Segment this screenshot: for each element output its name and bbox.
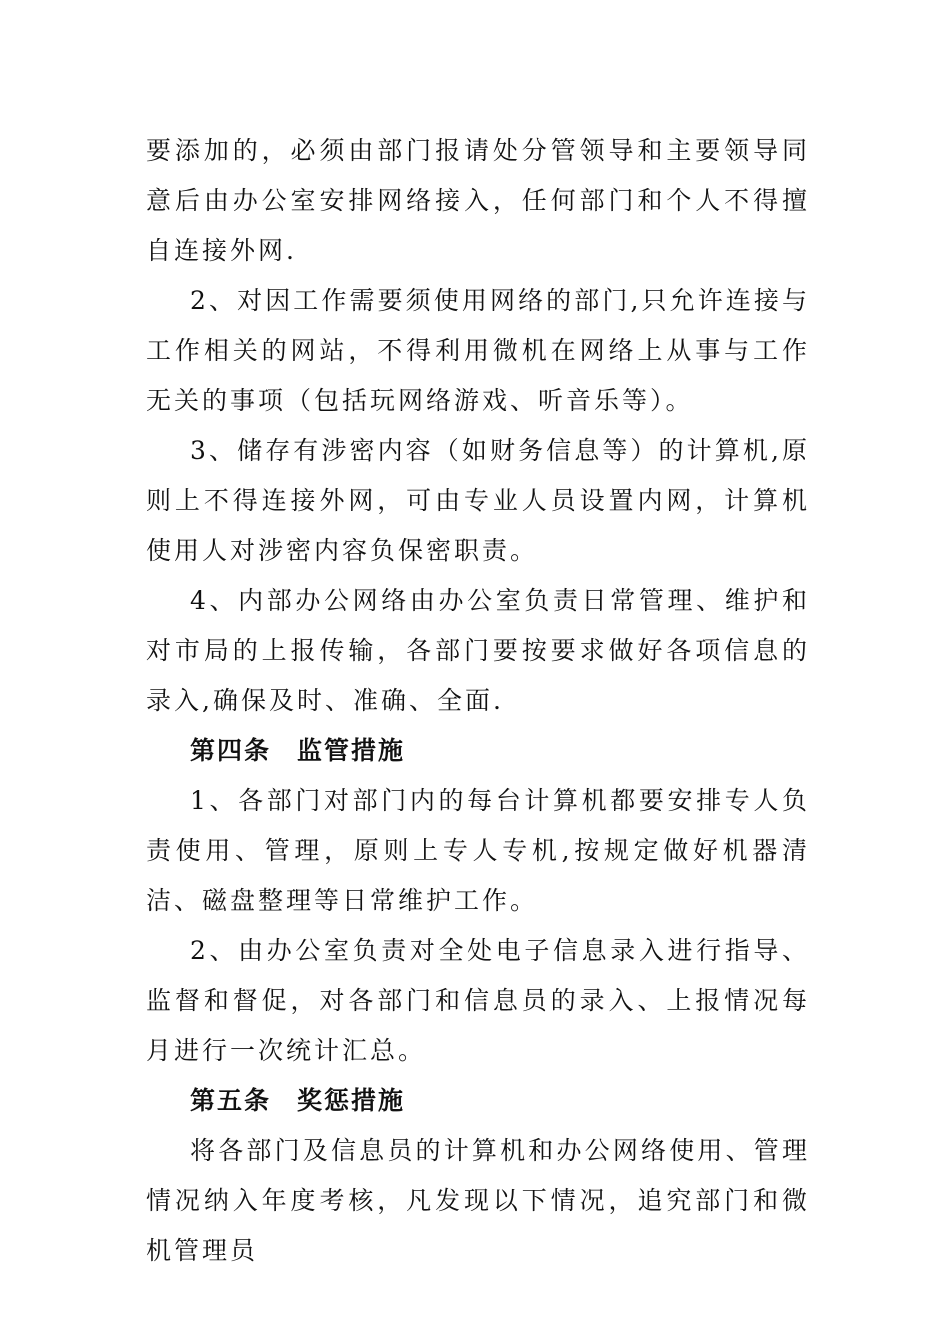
article-5-number: 第五条: [190, 1086, 272, 1115]
paragraph-supervision-item-2: 2、由办公室负责对全处电子信息录入进行指导、监督和督促，对各部门和信息员的录入、上报情况每月进行一次统计汇总。: [146, 936, 810, 1065]
paragraph-item-3-confidential: 3、储存有涉密内容（如财务信息等）的计算机,原则上不得连接外网，可由专业人员设置内网，计算机使用人对涉密内容负保密职责。: [146, 436, 810, 565]
paragraph-network-access: 要添加的，必须由部门报请处分管领导和主要领导同意后由办公室安排网络接入，任何部门和个人不得擅自连接外网.: [146, 136, 810, 265]
article-4-title: 监管措施: [297, 736, 406, 765]
article-4-heading: [146, 726, 810, 776]
paragraph-item-4-internal-network: 4、内部办公网络由办公室负责日常管理、维护和对市局的上报传输，各部门要按要求做好各项信息的录入,确保及时、准确、全面.: [146, 586, 810, 715]
document-body: [146, 126, 810, 1276]
article-4-number: 第四条: [190, 736, 272, 765]
article-5-title: 奖惩措施: [297, 1086, 406, 1115]
paragraph-item-2-work-network: 2、对因工作需要须使用网络的部门,只允许连接与工作相关的网站，不得利用微机在网络上从事与工作无关的事项（包括玩网络游戏、听音乐等）。: [146, 286, 810, 415]
paragraph-supervision-item-1: 1、各部门对部门内的每台计算机都要安排专人负责使用、管理，原则上专人专机,按规定做好机器清洁、磁盘整理等日常维护工作。: [146, 786, 810, 915]
article-5-heading: [146, 1076, 810, 1126]
paragraph-rewards-intro: 将各部门及信息员的计算机和办公网络使用、管理情况纳入年度考核，凡发现以下情况，追究部门和微机管理员: [146, 1136, 810, 1265]
